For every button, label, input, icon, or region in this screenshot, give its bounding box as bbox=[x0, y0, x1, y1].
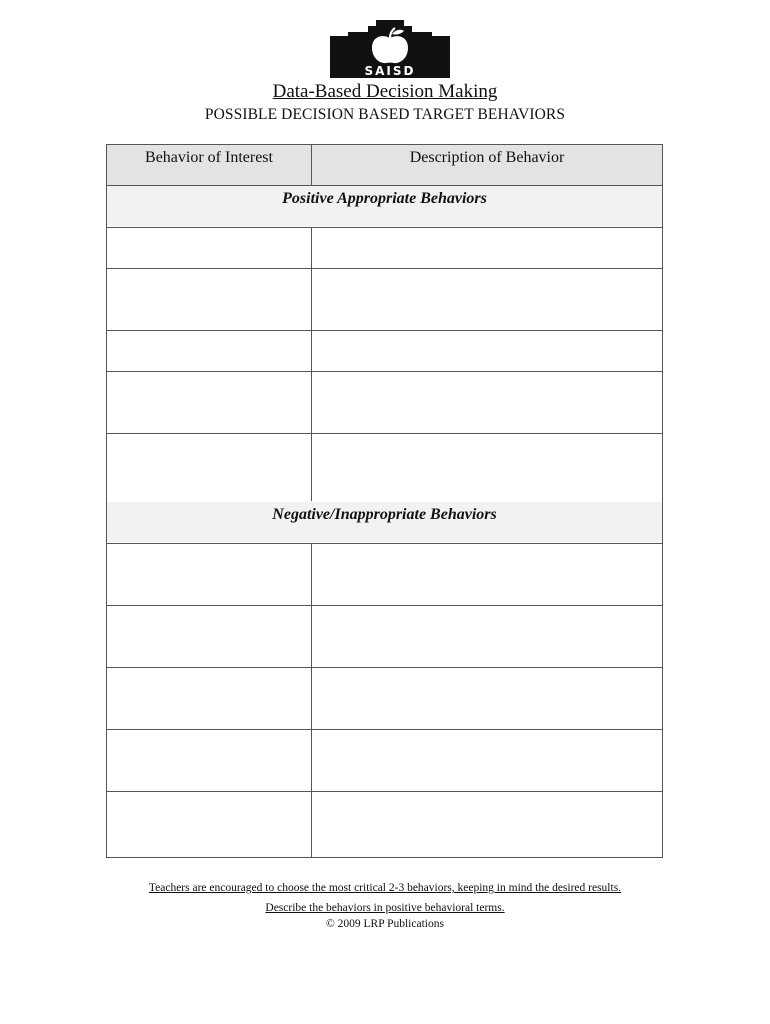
footer-note: Teachers are encouraged to choose the most critical 2-3 behaviors, keeping in mind the desired results. bbox=[148, 882, 622, 894]
description-of-behavior-cell[interactable] bbox=[312, 331, 662, 372]
behavior-of-interest-cell[interactable] bbox=[107, 434, 311, 496]
section-heading-positive: Positive Appropriate Behaviors bbox=[107, 186, 662, 226]
behavior-of-interest-cell[interactable] bbox=[107, 668, 311, 730]
behavior-of-interest-cell[interactable] bbox=[107, 228, 311, 269]
description-of-behavior-cell[interactable] bbox=[312, 730, 662, 792]
saisd-logo bbox=[328, 18, 452, 80]
description-of-behavior-cell[interactable] bbox=[312, 668, 662, 730]
description-of-behavior-cell[interactable] bbox=[312, 792, 662, 854]
description-of-behavior-cell[interactable] bbox=[312, 434, 662, 496]
page-subtitle: POSSIBLE DECISION BASED TARGET BEHAVIORS bbox=[204, 106, 566, 123]
behavior-of-interest-cell[interactable] bbox=[107, 372, 311, 434]
description-of-behavior-cell[interactable] bbox=[312, 372, 662, 434]
table-header bbox=[107, 145, 662, 185]
behavior-of-interest-cell[interactable] bbox=[107, 331, 311, 372]
description-of-behavior-cell[interactable] bbox=[312, 228, 662, 269]
behavior-of-interest-cell[interactable] bbox=[107, 606, 311, 668]
description-of-behavior-cell[interactable] bbox=[312, 544, 662, 606]
footer-copyright: © 2009 LRP Publications bbox=[326, 918, 444, 930]
logo-text: SAISD bbox=[364, 64, 416, 78]
column-divider bbox=[311, 145, 312, 185]
description-of-behavior-cell[interactable] bbox=[312, 269, 662, 331]
column-header-behavior-of-interest: Behavior of Interest bbox=[145, 149, 273, 166]
description-of-behavior-cell[interactable] bbox=[312, 606, 662, 668]
behavior-of-interest-cell[interactable] bbox=[107, 730, 311, 792]
page-title: Data-Based Decision Making bbox=[272, 81, 498, 102]
footer-instruction: Describe the behaviors in positive behavioral terms. bbox=[265, 902, 505, 914]
behavior-of-interest-cell[interactable] bbox=[107, 544, 311, 606]
behavior-of-interest-cell[interactable] bbox=[107, 792, 311, 854]
behavior-table bbox=[106, 144, 663, 858]
behavior-of-interest-cell[interactable] bbox=[107, 269, 311, 331]
section-heading-negative: Negative/Inappropriate Behaviors bbox=[107, 502, 662, 542]
column-header-description-of-behavior: Description of Behavior bbox=[409, 149, 565, 166]
